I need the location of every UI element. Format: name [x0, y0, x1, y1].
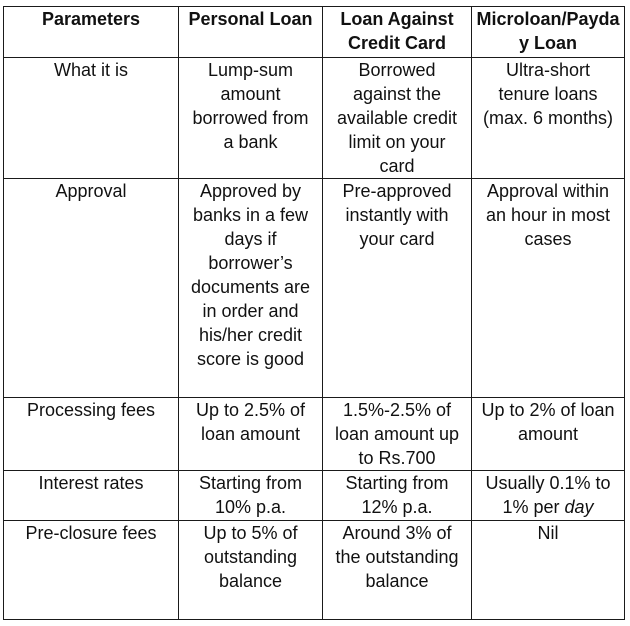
credit-card-loan-cell: Borrowed against the available credit limit on your card — [323, 58, 472, 179]
parameter-cell: Pre-closure fees — [4, 521, 179, 620]
header-loan-against-credit-card: Loan Against Credit Card — [323, 7, 472, 58]
credit-card-loan-cell: Starting from 12% p.a. — [323, 471, 472, 521]
personal-loan-cell: Lump-sum amount borrowed from a bank — [179, 58, 323, 179]
personal-loan-cell: Starting from 10% p.a. — [179, 471, 323, 521]
credit-card-loan-cell: 1.5%-2.5% of loan amount up to Rs.700 — [323, 398, 472, 471]
microloan-rate-emphasis: day — [564, 497, 594, 517]
header-personal-loan: Personal Loan — [179, 7, 323, 58]
microloan-cell: Ultra-short tenure loans (max. 6 months) — [472, 58, 625, 179]
personal-loan-cell: Up to 2.5% of loan amount — [179, 398, 323, 471]
header-parameters: Parameters — [4, 7, 179, 58]
table-row — [4, 58, 625, 179]
microloan-rate-text: Usually 0.1% to 1% per — [485, 473, 611, 517]
parameter-cell: Interest rates — [4, 471, 179, 521]
parameter-cell: Approval — [4, 179, 179, 398]
personal-loan-cell: Up to 5% of outstanding balance — [179, 521, 323, 620]
microloan-cell: Approval within an hour in most cases — [472, 179, 625, 398]
table-row — [4, 521, 625, 620]
table-row — [4, 398, 625, 471]
parameter-cell: Processing fees — [4, 398, 179, 471]
header-microloan-payday-loan: Microloan/Payday Loan — [472, 7, 625, 58]
personal-loan-cell: Approved by banks in a few days if borrower’s documents are in order and his/her credit score is good — [179, 179, 323, 398]
credit-card-loan-cell: Around 3% of the outstanding balance — [323, 521, 472, 620]
table-row — [4, 179, 625, 398]
microloan-cell: Up to 2% of loan amount — [472, 398, 625, 471]
microloan-cell — [472, 471, 625, 521]
table-row — [4, 471, 625, 521]
parameter-cell: What it is — [4, 58, 179, 179]
microloan-cell: Nil — [472, 521, 625, 620]
loan-comparison-table — [3, 6, 625, 620]
credit-card-loan-cell: Pre-approved instantly with your card — [323, 179, 472, 398]
header-row — [4, 7, 625, 58]
